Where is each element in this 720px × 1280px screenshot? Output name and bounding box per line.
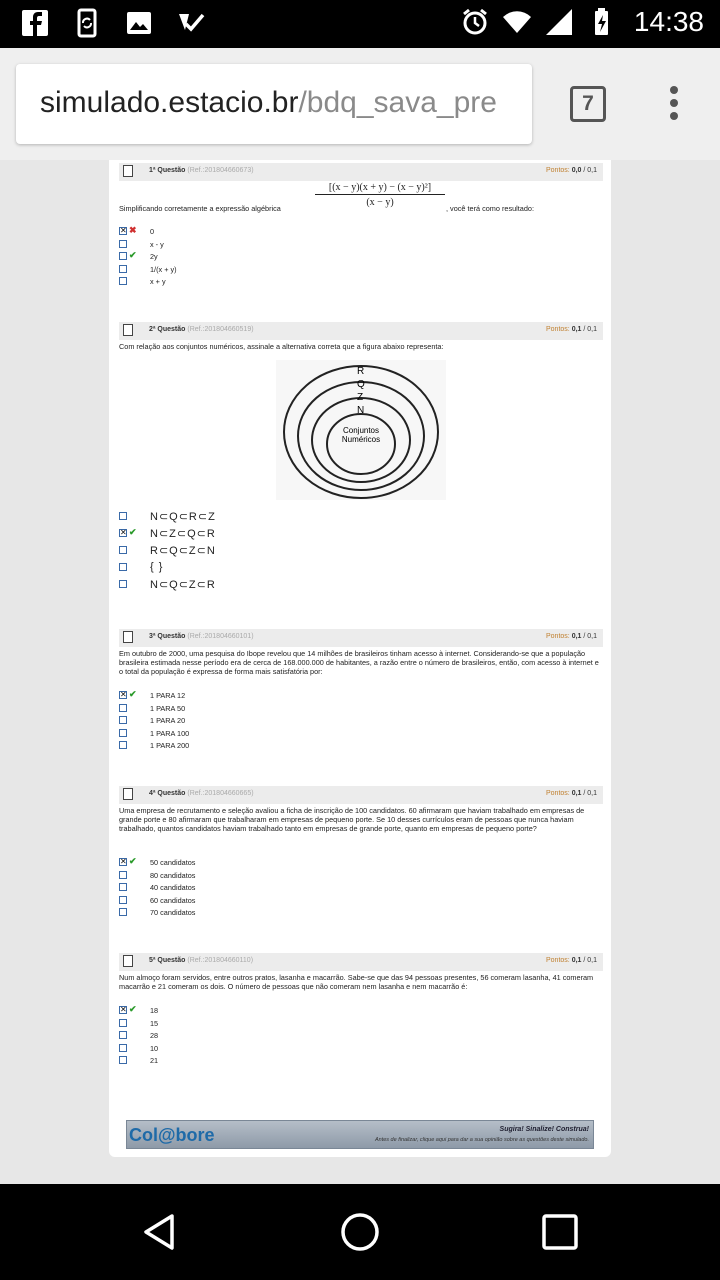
correct-icon: ✔ xyxy=(129,250,137,260)
answer-option[interactable] xyxy=(119,546,419,560)
answer-option[interactable] xyxy=(119,563,419,577)
answer-option[interactable] xyxy=(119,741,419,751)
checkbox[interactable] xyxy=(119,883,127,891)
document-icon xyxy=(123,324,133,336)
option-label: N⊂Q⊂Z⊂R xyxy=(150,579,216,591)
checkbox[interactable] xyxy=(119,729,127,737)
option-label: 1 PARA 200 xyxy=(150,741,190,750)
answer-option[interactable] xyxy=(119,580,419,594)
option-label: 70 candidatos xyxy=(150,908,196,917)
option-label: x + y xyxy=(150,277,166,286)
number-sets-diagram xyxy=(276,360,446,500)
question-text-after: , você terá como resultado: xyxy=(446,204,535,213)
checkbox[interactable] xyxy=(119,908,127,916)
back-icon[interactable] xyxy=(140,1212,180,1252)
tab-switcher-button[interactable]: 7 xyxy=(570,86,606,122)
checkbox-checked[interactable]: ✕ xyxy=(120,1005,127,1014)
question-text: Uma empresa de recrutamento e seleção avaliou a ficha de inscrição de 100 candidatos. 60 afirmaram que haviam trabalhado em empresas de grande porte e 80 afirmaram que trabalharam em empresas de pequeno porte. Se 10 desses currículos eram de pessoas que nunca haviam trabalhado, quantos candidatos haviam trabalhado tanto em empresas de grande porte, quanto em empresas de pequeno porte? xyxy=(119,806,585,833)
question-text: Com relação aos conjuntos numéricos, assinale a alternativa correta que a figura abaixo representa: xyxy=(119,342,444,351)
browser-toolbar xyxy=(0,48,720,160)
option-label: 60 candidatos xyxy=(150,895,196,905)
answer-option[interactable] xyxy=(119,265,419,275)
option-label: 1 PARA 100 xyxy=(150,728,190,738)
answer-option[interactable] xyxy=(119,512,419,526)
option-label: { } xyxy=(150,561,164,573)
url-text[interactable] xyxy=(40,86,497,120)
option-label: 1/(x + y) xyxy=(150,264,177,274)
correct-icon: ✔ xyxy=(129,1004,137,1014)
check-icon xyxy=(176,8,206,38)
answer-option[interactable] xyxy=(119,729,419,739)
document-icon xyxy=(123,955,133,967)
colabore-banner[interactable] xyxy=(126,1120,594,1149)
question-header xyxy=(119,163,603,181)
answer-option[interactable] xyxy=(119,1031,419,1041)
battery-icon xyxy=(586,7,616,37)
colabore-hint[interactable]: Antes de finalizar, clique aqui para dar a sua opinião sobre as questões deste simulado. xyxy=(374,1137,589,1143)
label-conjuntos: Conjuntos xyxy=(342,426,380,435)
option-label: N⊂Q⊂R⊂Z xyxy=(150,511,216,523)
checkbox[interactable] xyxy=(119,896,127,904)
url-bar[interactable] xyxy=(16,64,532,144)
answer-option[interactable] xyxy=(119,529,419,543)
answer-option[interactable] xyxy=(119,883,419,893)
option-label: 10 xyxy=(150,1043,159,1053)
checkbox[interactable] xyxy=(119,546,127,554)
checkbox-checked[interactable]: ✕ xyxy=(120,690,127,699)
checkbox[interactable] xyxy=(119,741,127,749)
answer-option[interactable] xyxy=(119,704,419,714)
label-r: R xyxy=(357,366,365,377)
answer-option[interactable] xyxy=(119,691,419,701)
formula-denominator: (x − y) xyxy=(366,197,394,208)
answer-option[interactable] xyxy=(119,1044,419,1054)
answer-option[interactable] xyxy=(119,896,419,906)
answer-option[interactable] xyxy=(119,871,419,881)
document-icon xyxy=(123,631,133,643)
colabore-logo: Col@bore xyxy=(129,1125,215,1145)
question-number: 2ª Questão (Ref.:201804660519) xyxy=(149,326,254,333)
answer-option[interactable] xyxy=(119,1006,419,1016)
option-label: N⊂Z⊂Q⊂R xyxy=(150,528,216,540)
answer-option[interactable] xyxy=(119,858,419,868)
checkbox[interactable] xyxy=(119,704,127,712)
question-points: Pontos: 0,1 / 0,1 xyxy=(545,326,597,333)
question-header xyxy=(119,629,603,647)
navigation-bar xyxy=(0,1184,720,1280)
question-number: 1ª Questão (Ref.:201804660673) xyxy=(149,167,254,174)
answer-option[interactable] xyxy=(119,227,419,237)
checkbox[interactable] xyxy=(119,580,127,588)
correct-icon: ✔ xyxy=(129,689,137,699)
checkbox-checked[interactable]: ✕ xyxy=(120,226,127,235)
facebook-icon xyxy=(20,8,50,38)
option-label: 1 PARA 12 xyxy=(150,691,186,700)
document-icon xyxy=(123,788,133,800)
option-label: R⊂Q⊂Z⊂N xyxy=(150,545,216,557)
image-icon xyxy=(124,8,154,38)
wifi-icon xyxy=(502,7,532,37)
alarm-icon xyxy=(460,7,490,37)
question-text: Simplificando corretamente a expressão algébrica xyxy=(119,204,281,213)
option-label: 0 xyxy=(150,227,155,236)
home-icon[interactable] xyxy=(340,1212,380,1252)
checkbox-checked[interactable]: ✕ xyxy=(120,528,127,537)
signal-icon xyxy=(544,7,574,37)
url-host: simulado.estacio.br xyxy=(40,86,299,119)
answer-option[interactable] xyxy=(119,908,419,918)
correct-icon: ✔ xyxy=(129,527,137,537)
quiz-page xyxy=(109,160,611,1157)
option-label: 2y xyxy=(150,252,158,261)
overflow-menu-icon[interactable] xyxy=(668,86,680,122)
checkbox[interactable] xyxy=(119,252,127,260)
checkbox[interactable] xyxy=(119,265,127,273)
label-q: Q xyxy=(357,379,365,390)
option-label: 1 PARA 20 xyxy=(150,716,186,725)
question-header xyxy=(119,786,603,804)
answer-option[interactable] xyxy=(119,1056,419,1066)
checkbox[interactable] xyxy=(119,871,127,879)
formula-numerator: [(x − y)(x + y) − (x − y)²] xyxy=(315,182,445,195)
checkbox[interactable] xyxy=(119,1019,127,1027)
label-numericos: Numéricos xyxy=(341,435,381,444)
option-label: 15 xyxy=(150,1018,159,1028)
checkbox[interactable] xyxy=(119,1031,127,1039)
question-points: Pontos: 0,0 / 0,1 xyxy=(545,167,597,174)
checkbox[interactable] xyxy=(119,512,127,520)
colabore-slogan: Sugira! Sinalize! Construa! xyxy=(499,1126,589,1133)
option-label: 18 xyxy=(150,1006,159,1015)
checkbox[interactable] xyxy=(119,277,127,285)
status-time: 14:38 xyxy=(633,6,704,37)
document-icon xyxy=(123,165,133,177)
answer-option[interactable] xyxy=(119,277,419,287)
option-label: 80 candidatos xyxy=(150,870,196,880)
option-label: 1 PARA 50 xyxy=(150,703,186,713)
option-label: 50 candidatos xyxy=(150,858,196,867)
recents-icon[interactable] xyxy=(540,1212,580,1252)
wrong-icon: ✖ xyxy=(129,225,137,235)
question-text: Num almoço foram servidos, entre outros pratos, lasanha e macarrão. Sabe-se que das 94 pessoas presentes, 56 comeram lasanha, 41 comeram macarrão e 21 comeram os dois. O número de pessoas que não comeram nem lasanha e nem macarrão é: xyxy=(119,973,594,991)
option-label: x - y xyxy=(150,239,164,249)
checkbox[interactable] xyxy=(119,716,127,724)
option-label: 21 xyxy=(150,1056,159,1065)
answer-option[interactable] xyxy=(119,716,419,726)
question-points: Pontos: 0,1 / 0,1 xyxy=(545,957,597,964)
option-label: 28 xyxy=(150,1031,159,1040)
algebraic-formula xyxy=(315,182,445,208)
label-z: Z xyxy=(357,392,364,403)
question-header xyxy=(119,953,603,971)
question-header xyxy=(119,322,603,340)
question-number: 3ª Questão (Ref.:201804660101) xyxy=(149,633,254,640)
question-number: 5ª Questão (Ref.:201804660110) xyxy=(149,957,254,964)
question-points: Pontos: 0,1 / 0,1 xyxy=(545,633,597,640)
checkbox[interactable] xyxy=(119,563,127,571)
checkbox[interactable] xyxy=(119,1044,127,1052)
checkbox[interactable] xyxy=(119,1056,127,1064)
sync-icon xyxy=(72,8,102,38)
answer-option[interactable] xyxy=(119,252,419,262)
option-label: 40 candidatos xyxy=(150,883,196,892)
correct-icon: ✔ xyxy=(129,856,137,866)
answer-option[interactable] xyxy=(119,1019,419,1029)
answer-option[interactable] xyxy=(119,240,419,250)
question-number: 4ª Questão (Ref.:201804660665) xyxy=(149,790,254,797)
checkbox[interactable] xyxy=(119,240,127,248)
status-bar xyxy=(0,0,720,48)
label-n: N xyxy=(357,405,365,416)
question-points: Pontos: 0,1 / 0,1 xyxy=(545,790,597,797)
question-text: Em outubro de 2000, uma pesquisa do Ibope revelou que 14 milhões de brasileiros tinham acesso à internet. Considerando-se que a população brasileira estimada nesse período era de cerca de 168.000.000 de habitantes, a razão entre o número de brasileiros, então, com acesso à internet e o total da população é expressa de forma mais satisfatória por: xyxy=(119,649,599,676)
checkbox-checked[interactable]: ✕ xyxy=(120,857,127,866)
url-path: /bdq_sava_pre xyxy=(298,86,497,119)
